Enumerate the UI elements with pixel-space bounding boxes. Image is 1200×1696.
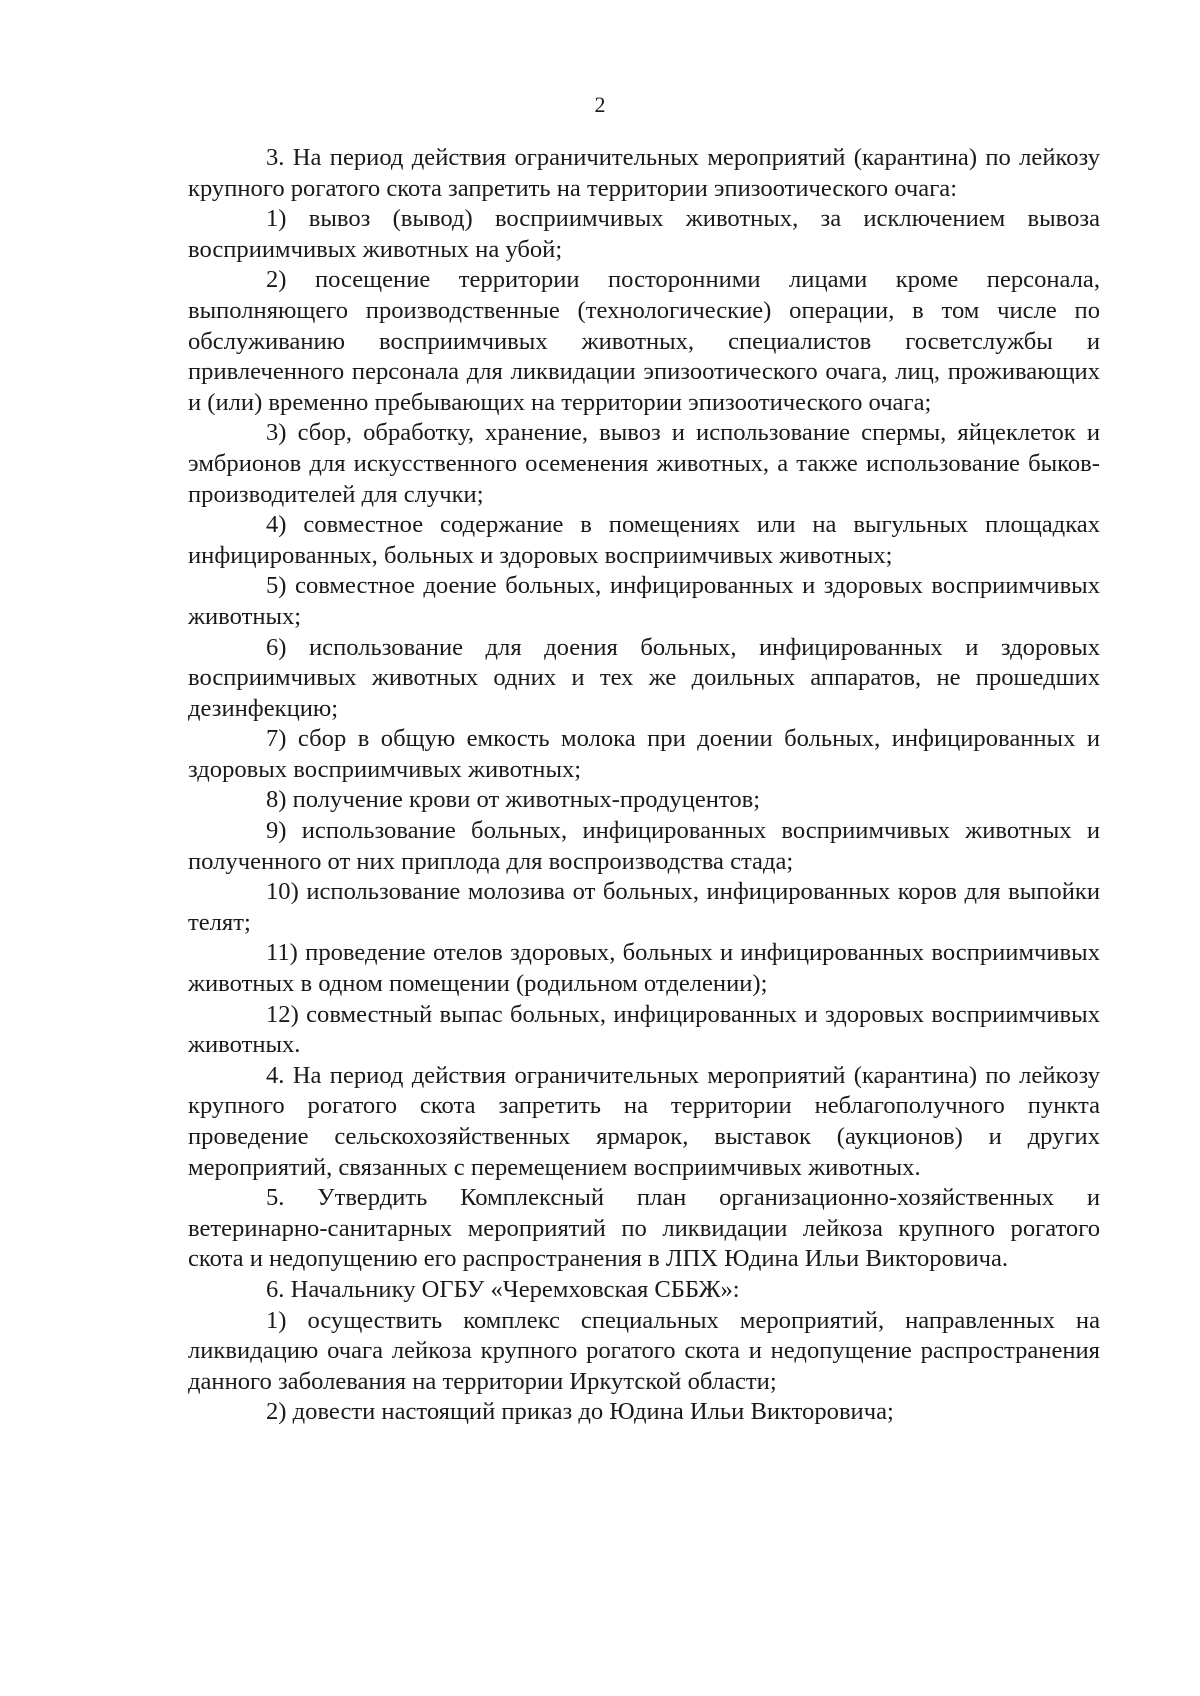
paragraph: 10) использование молозива от больных, инфицированных коров для выпойки телят; (188, 878, 1100, 936)
document-body (188, 143, 1100, 1428)
paragraph: 1) вывоз (вывод) восприимчивых животных, за исключением вывоза восприимчивых животных на убой; (188, 205, 1100, 263)
paragraph: 2) посещение территории посторонними лицами кроме персонала, выполняющего производственные (технологические) операции, в том числе по обслуживанию восприимчивых животных, специалистов госветслужбы и привлеченного персонала для ликвидации эпизоотического очага, лиц, проживающих и (или) временно пребывающих на территории эпизоотического очага; (188, 266, 1100, 416)
paragraph: 5) совместное доение больных, инфицированных и здоровых восприимчивых животных; (188, 572, 1100, 630)
paragraph: 2) довести настоящий приказ до Юдина Ильи Викторовича; (266, 1398, 894, 1426)
paragraph: 4) совместное содержание в помещениях или на выгульных площадках инфицированных, больных и здоровых восприимчивых животных; (188, 511, 1100, 569)
paragraph: 8) получение крови от животных-продуцентов; (266, 786, 761, 814)
paragraph: 7) сбор в общую емкость молока при доении больных, инфицированных и здоровых восприимчивых животных; (188, 725, 1100, 783)
paragraph: 3. На период действия ограничительных мероприятий (карантина) по лейкозу крупного рогатого скота запретить на территории эпизоотического очага: (188, 144, 1100, 202)
page-number: 2 (594, 92, 606, 117)
paragraph: 9) использование больных, инфицированных восприимчивых животных и полученного от них приплода для воспроизводства стада; (188, 817, 1100, 875)
paragraph: 1) осуществить комплекс специальных мероприятий, направленных на ликвидацию очага лейкоза крупного рогатого скота и недопущение распространения данного заболевания на территории Иркутской области; (188, 1306, 1100, 1395)
paragraph: 5. Утвердить Комплексный план организационно-хозяйственных и ветеринарно-санитарных мероприятий по ликвидации лейкоза крупного рогатого скота и недопущению его распространения в ЛПХ Юдина Ильи Викторовича. (188, 1184, 1100, 1273)
paragraph: 4. На период действия ограничительных мероприятий (карантина) по лейкозу крупного рогатого скота запретить на территории неблагополучного пункта проведение сельскохозяйственных ярмарок, выставок (аукционов) и других мероприятий, связанных с перемещением восприимчивых животных. (188, 1061, 1100, 1181)
paragraph: 11) проведение отелов здоровых, больных и инфицированных восприимчивых животных в одном помещении (родильном отделении); (188, 939, 1100, 998)
paragraph: 6. Начальнику ОГБУ «Черемховская СББЖ»: (266, 1275, 740, 1303)
paragraph: 3) сбор, обработку, хранение, вывоз и использование спермы, яйцеклеток и эмбрионов для искусственного осеменения животных, а также использование быков-производителей для случки; (188, 419, 1100, 508)
paragraph: 12) совместный выпас больных, инфицированных и здоровых восприимчивых животных. (188, 1000, 1100, 1059)
paragraph: 6) использование для доения больных, инфицированных и здоровых восприимчивых животных одних и тех же доильных аппаратов, не прошедших дезинфекцию; (188, 633, 1100, 722)
